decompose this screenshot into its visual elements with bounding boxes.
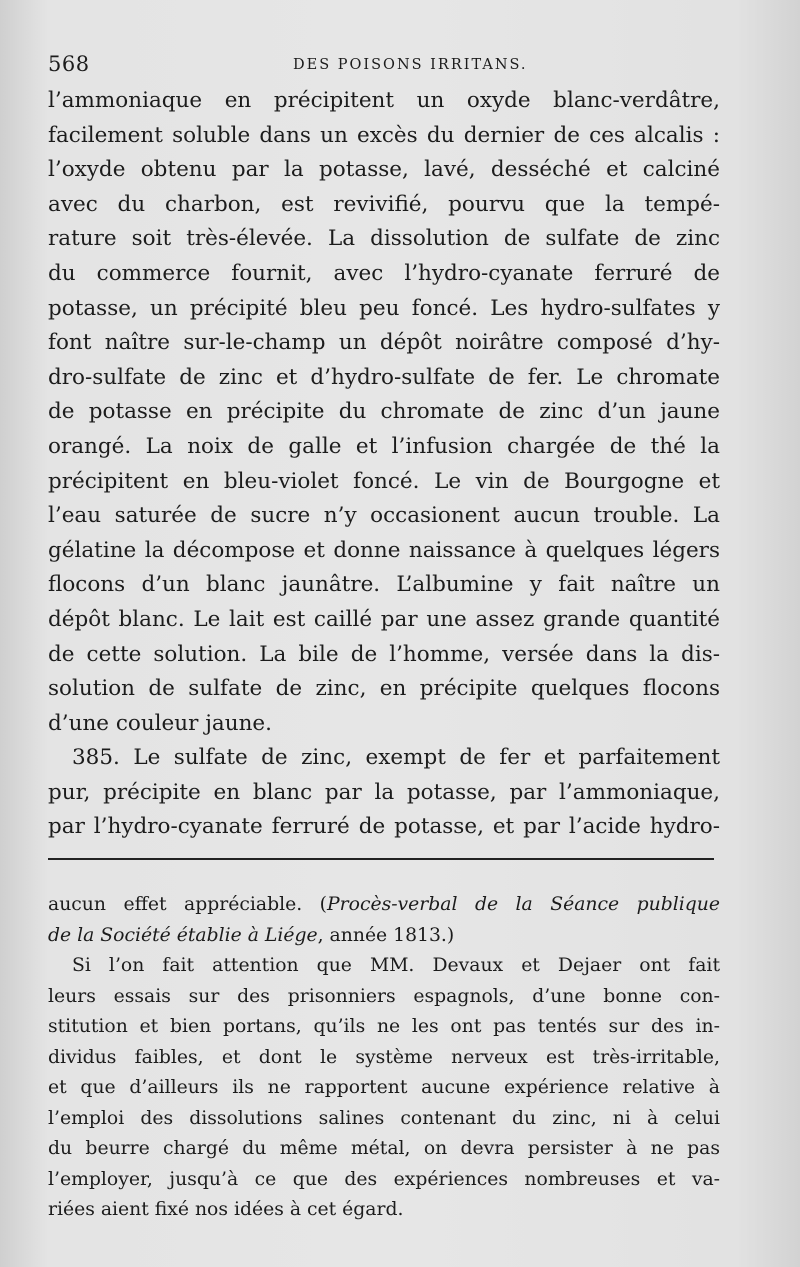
text-line: avec du charbon, est revivifié, pourvu que la tempé-	[48, 191, 720, 217]
text-line: facilement soluble dans un excès du dernier de ces alcalis :	[48, 122, 720, 148]
text-line: orangé. La noix de galle et l’infusion chargée de thé la	[48, 433, 720, 459]
footnote-citation: Procès-verbal de la Séance publique	[327, 894, 720, 915]
footnote-divider	[48, 858, 714, 860]
text-line: l’ammoniaque en précipitent un oxyde blanc-verdâtre,	[48, 88, 720, 113]
text-line: dépôt blanc. Le lait est caillé par une assez grande quantité	[48, 606, 720, 632]
text-line: l’oxyde obtenu par la potasse, lavé, desséché et calciné	[48, 157, 720, 183]
footnote-line: leurs essais sur des prisonniers espagnols, d’une bonne con-	[48, 985, 720, 1007]
text-line: dro-sulfate de zinc et d’hydro-sulfate de fer. Le chromate	[48, 364, 720, 390]
footnote-line: et que d’ailleurs ils ne rapportent aucune expérience relative à	[48, 1077, 720, 1098]
page-header	[48, 52, 748, 82]
page-number: 568	[48, 52, 90, 76]
footnote-text: , année 1813.)	[317, 924, 455, 946]
footnote-line	[48, 921, 720, 952]
footnote-line	[48, 890, 720, 921]
footnote	[48, 890, 720, 1226]
text-line: font naître sur-le-champ un dépôt noirâtre composé d’hy-	[48, 330, 720, 356]
main-text	[48, 84, 720, 845]
running-head: DES POISONS IRRITANS.	[293, 57, 528, 73]
text-line: de cette solution. La bile de l’homme, versée dans la dis-	[48, 641, 720, 667]
text-line: gélatine la décompose et donne naissance à quelques légers	[48, 537, 720, 563]
text-line: par l’hydro-cyanate ferruré de potasse, et par l’acide hydro-	[48, 814, 720, 840]
footnote-line: l’emploi des dissolutions salines contenant du zinc, ni à celui	[48, 1107, 720, 1129]
text-line: du commerce fournit, avec l’hydro-cyanate ferruré de	[48, 260, 720, 286]
paragraph-385-start: 385. Le sulfate de zinc, exempt de fer et parfaitement	[72, 745, 720, 771]
footnote-citation: de la Société établie à Liége	[48, 924, 318, 946]
text-line: précipitent en bleu-violet foncé. Le vin de Bourgogne et	[48, 468, 720, 494]
text-line: l’eau saturée de sucre n’y occasionent aucun trouble. La	[48, 503, 720, 529]
footnote-line: Si l’on fait attention que MM. Devaux et Dejaer ont fait	[72, 955, 720, 976]
text-line: d’une couleur jaune.	[48, 710, 272, 736]
footnote-line: l’employer, jusqu’à ce que des expériences nombreuses et va-	[48, 1168, 720, 1190]
text-line: rature soit très-élevée. La dissolution de sulfate de zinc	[48, 226, 720, 252]
footnote-text: aucun effet appréciable. (	[48, 894, 328, 915]
text-line: flocons d’un blanc jaunâtre. L’albumine y fait naître un	[48, 572, 720, 598]
text-line: de potasse en précipite du chromate de zinc d’un jaune	[48, 399, 720, 425]
footnote-line: du beurre chargé du même métal, on devra persister à ne pas	[48, 1138, 720, 1159]
footnote-line: stitution et bien portans, qu’ils ne les ont pas tentés sur des in-	[48, 1016, 720, 1037]
text-line: potasse, un précipité bleu peu foncé. Les hydro-sulfates y	[48, 295, 720, 321]
footnote-line: dividus faibles, et dont le système nerveux est très-irritable,	[48, 1046, 720, 1068]
text-line: pur, précipite en blanc par la potasse, par l’ammoniaque,	[48, 779, 720, 805]
footnote-line: riées aient fixé nos idées à cet égard.	[48, 1199, 404, 1220]
text-line: solution de sulfate de zinc, en précipite quelques flocons	[48, 676, 720, 702]
